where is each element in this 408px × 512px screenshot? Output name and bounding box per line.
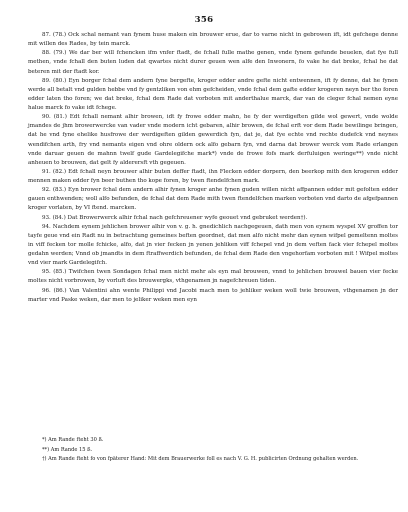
paragraph-88: 88. (79.) We dar ber will fchencken ifm vnfer ftadt, de fchall fulle mathe genen, vnde fynem gefunde beuelen, dat fye full methen, vnde fchall den buten luden dat qwartes nicht durer geuen wen alfe den Inwonern, fo vake he dat breke, fchal he dat beteren mit der ftadt kor. [28,50,398,75]
paragraph-95: 95. (85.) Twifchen twen Sondagen fchal men nicht mehr als eyn mal brouwen, vnnd to jehlichen brouwel bauen vier fecke moltes nicht vorbrowen, by vorluft des brouwergks, vthgenamen jn nagefchreuen tiden. [28,269,398,285]
footnotes [28,436,398,465]
paragraph-89: 89. (80.) Eyn borger fchal dem andern fyne bergefte, kroger edder andre gefte nicht entwennen, ift fy denne, dat he fynen werde all betalt vnd gulden hebbe vnd fy gentzliken von ehm gefcheiden, vnde fchal dem gafte edder krogeren neyn ber tho foren edder laten tho foren; we dat breke, fchal dem Rade dat vorboten mit anderthalue marck, dar van de cleger fchal nemen eyne halue marck fo vake idt fchege. [28,77,398,111]
paragraph-92: 92. (83.) Eyn brower fchal dem andern alhir fynen kroger anhe fynen guden willen nicht affpannen edder mit gefolten edder gauen enthwenden; woll alfo befunden, de fchal dat dem Rade mith twen ftendelfchen marken vorboten vnd darto de afgefpannen kroger vorlaten, by VI ftend. marcken. [28,187,398,212]
paragraph-87: 87. (78.) Ock schal nemant van fynem huse maken ein brouwer erue, dar to varne nicht in gebrowen ift, idt gefchege denne mit willen des Rades, by tein marck. [28,32,398,48]
footnote: †) Am Rande fteht fo von fpäterer Hand: Mit dem Brauerwerke foll es nach V. G. H. publicirten Ordnung gehalten werden. [42,456,359,463]
paragraph-93: 93. (84.) Dat Browerwerck alhir fchal nach gefchreuener wyfe geouet vnd gebruket werden†). [42,214,308,221]
page-number: 356 [194,15,214,25]
footnote: **) Am Rande 15 ß. [42,446,93,453]
paragraph-90: 90. (81.) Edt fchall nemant alhir browen, idt fy frowe edder mahn, he fy der werdigeften gilde wol gewert, vnde wolde jmandes de jhm browerwercke van vader vnde modern icht gebaren, alhir browen, de fchal erft vor dem Rade bewilinge bringen, dat he vnd fyne ehelike husfrowe der werdigeften gilden gewerdich fyn, dat je, dat fye echte vnd rechte dudefck vnd neynes wendifchen arth, fry vnd nemants eigen vnd ohre oldern ock alfo gebarn fyn, vnd darna dat brower werck vom Rade erlangen vnde daruar geuen de mahnn twelf gude Gardelegifche mark*) vnde de frowe fofs mark derfuluigen weringe**) vnde nicht anheuen to brouwen, dat gelt fy alderersft vth gegeuen. [28,114,398,166]
paragraph-96: 96. (86.) Van Valentini ahn wente Philippi vnd Jacobi mach men to jehliker weken woll twie brouwen, vthgenamen jn der marter vnd Paske weken, dar men to jeliker weken men eyn [28,287,398,303]
paragraph-91: 91. (82.) Edt fchall neyn brouwer alhir buten deffer ftadt, ihn Flecken edder dorpern, den beerkop mith den krogeren edder mennen maken edder fyn beer buthen tho kope foren, by twen ftendelfchen mark. [28,168,398,184]
main-text [28,31,398,305]
footnote: *) Am Rande fteht 30 ß. [42,437,104,443]
paragraph-94: 94. Nachdem eynem jehlichen brower alhir von v. g. h. gnedichlich nachgegeuen, dath men von eynem wyspel XV groffen tor tayfe geue vnd ein Radt nu in betrachtung gemeines beften geordnet, dat men alfo nicht mehr dan eynen wifpel gemeltenn moltes in viff fecken tor molle fchicke, alfo, dat jn vier fecken jn yenen jehliken viff fchepel vnd jn dem veften fack vier fchepel moltes gedahn werden; Vnnd ob jmandts in dem ftraffwerdich befunden, de fchal dem Rade den vngehorfam vorboten mit ! Wifpel moltes vnd vier mark Gardelegifch. [28,223,398,267]
